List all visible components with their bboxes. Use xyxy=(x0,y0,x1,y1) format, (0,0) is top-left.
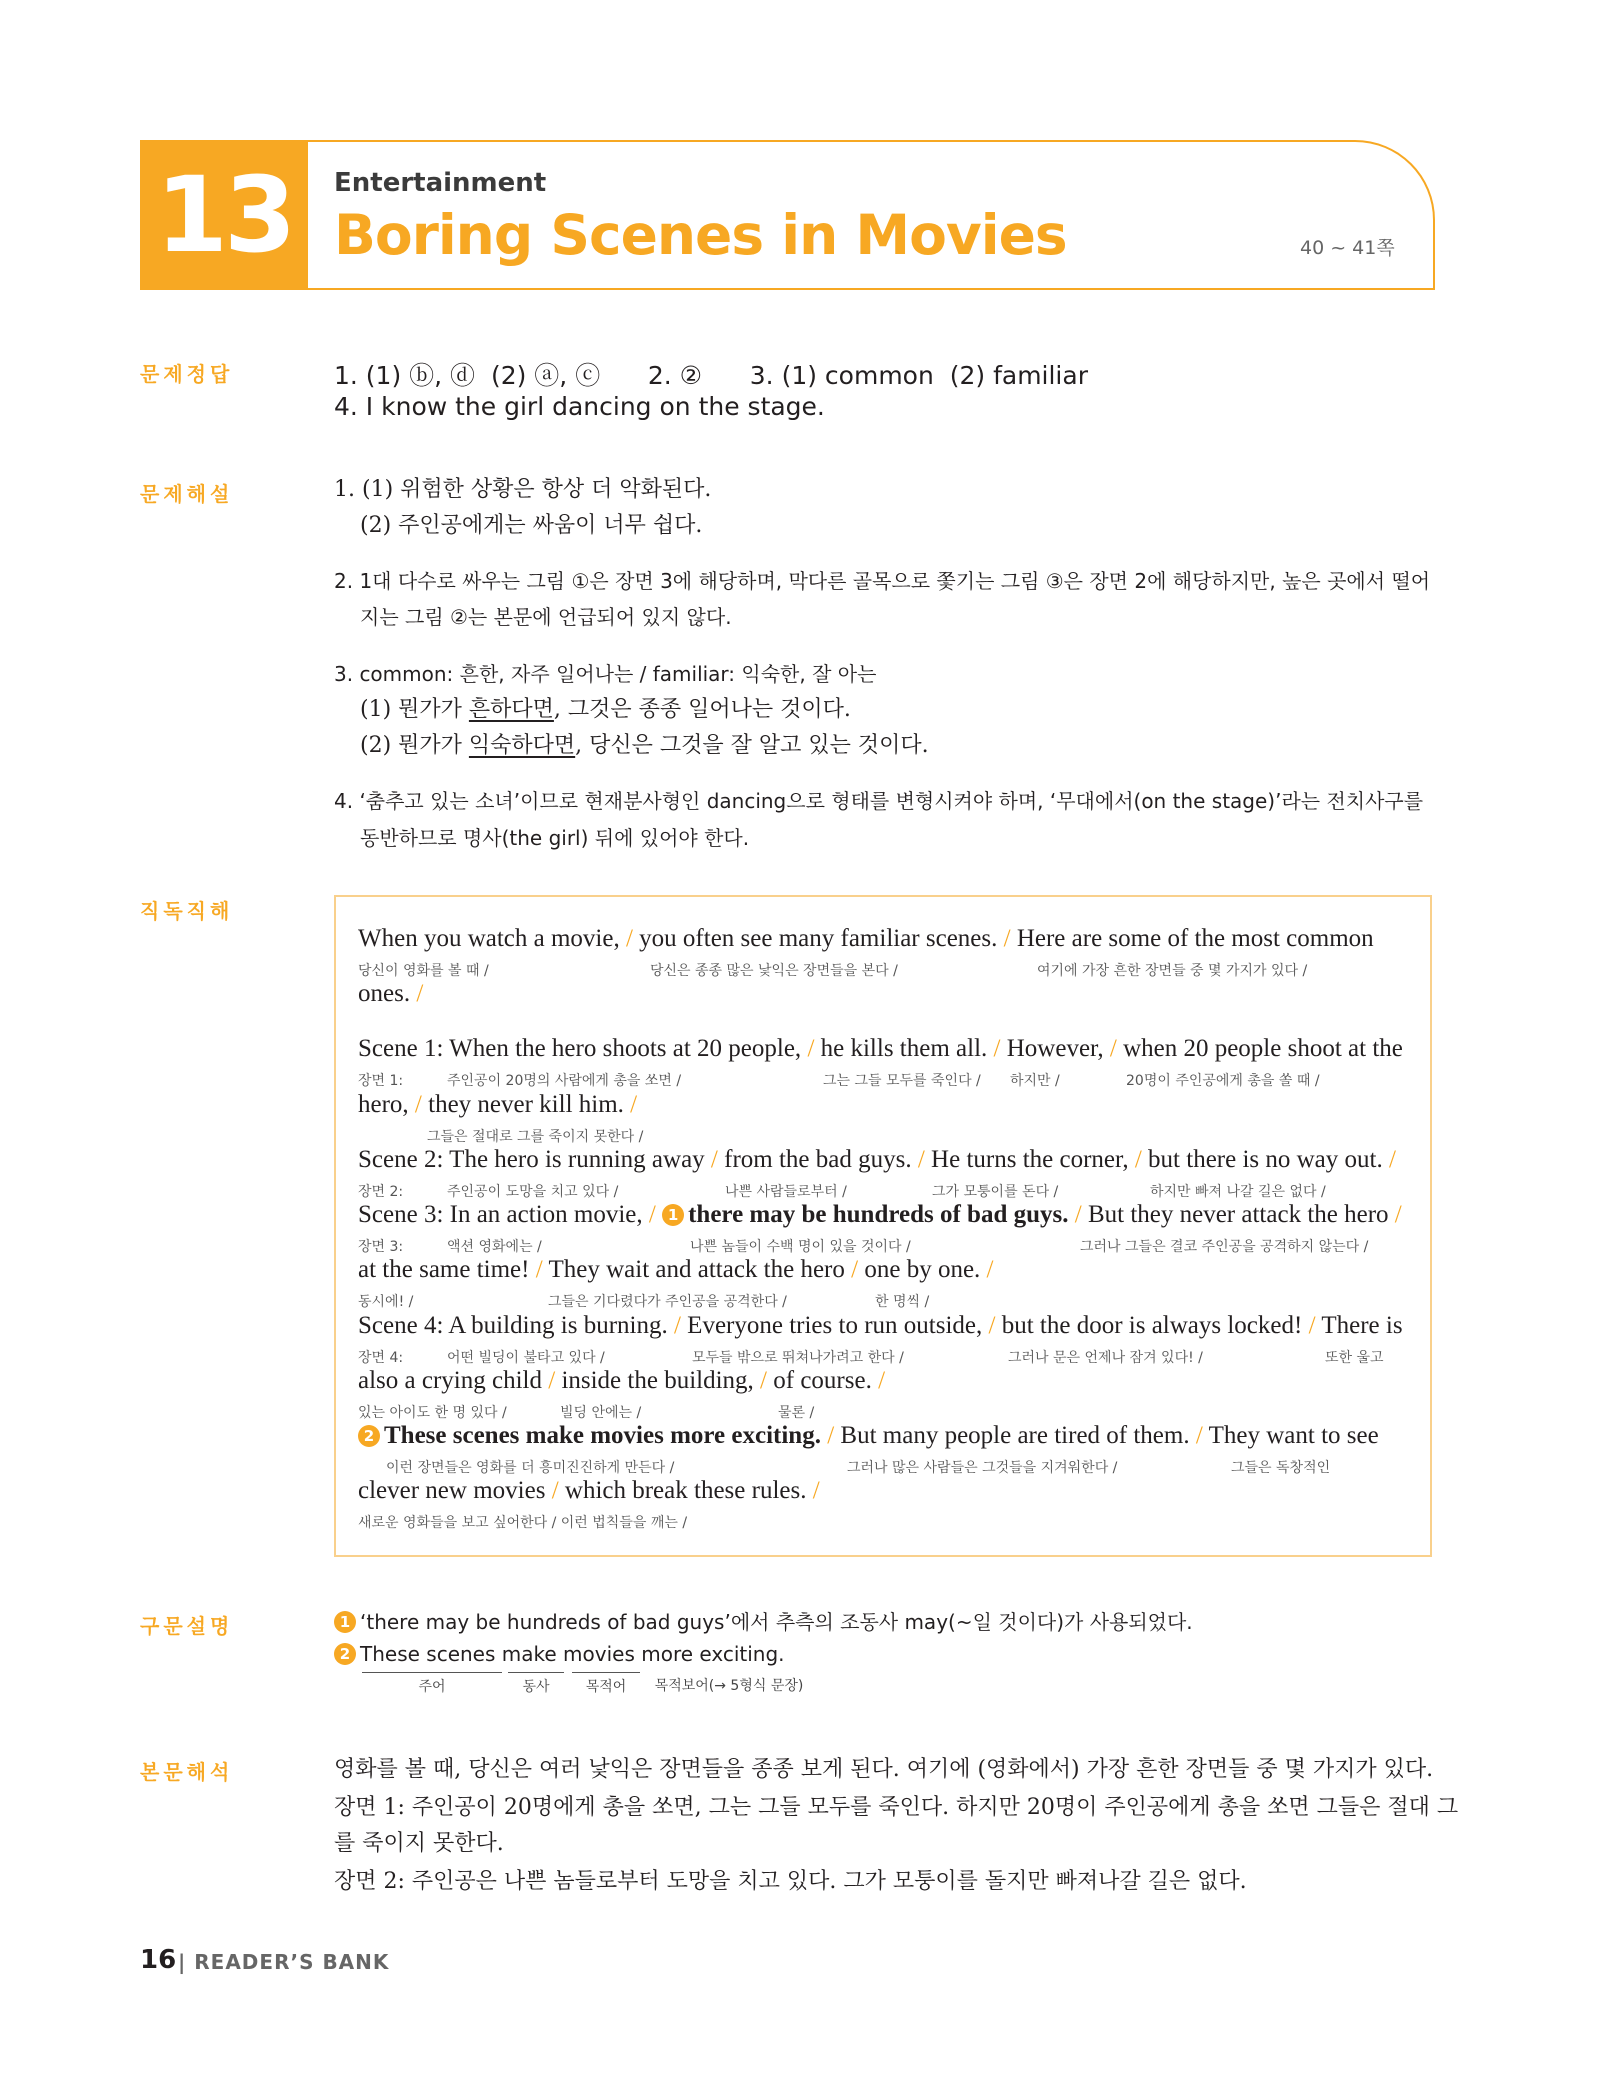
gloss: 그들은 기다렸다가 주인공을 공격한다 / xyxy=(548,1294,787,1310)
translation-line-4: 장면 2: 주인공은 나쁜 놈들로부터 도망을 치고 있다. 그가 모퉁이를 돌지만 빠져나갈 길은 없다. xyxy=(334,1869,1247,1894)
gloss: 주인공이 20명의 사람에게 총을 쏘면 / xyxy=(447,1073,682,1089)
gloss: 주인공이 도망을 치고 있다 / xyxy=(447,1184,619,1200)
gloss: 나쁜 놈들이 수백 명이 있을 것이다 / xyxy=(690,1239,911,1255)
book-title: | READER’S BANK xyxy=(178,1950,390,1974)
reading-line-1: When you watch a movie, / you often see many familiar scenes. / Here are some of the most common xyxy=(358,925,1374,952)
answers-line-2: 4. I know the girl dancing on the stage. xyxy=(334,392,825,421)
explanation-q3-b: (1) 뭔가가 흔하다면, 그것은 종종 일어나는 것이다. xyxy=(360,697,851,722)
gloss: 장면 4: xyxy=(358,1350,404,1366)
translation-line-2: 장면 1: 주인공이 20명에게 총을 쏘면, 그는 그들 모두를 죽인다. 하지만 20명이 주인공에게 총을 쏘면 그들은 절대 그 xyxy=(334,1795,1459,1820)
gloss: 새로운 영화들을 보고 싶어한다 / 이런 법칙들을 깨는 / xyxy=(358,1515,688,1531)
gloss: 모두들 밖으로 뛰쳐나가려고 한다 / xyxy=(692,1350,904,1366)
reading-line-3: Scene 1: When the hero shoots at 20 people, / he kills them all. / However, / when 20 people shoot at the xyxy=(358,1035,1403,1062)
reading-line-4: hero, / they never kill him. / xyxy=(358,1091,638,1118)
answers-label: 문제정답 xyxy=(140,362,234,386)
role-complement: 목적보어(→ 5형식 문장) xyxy=(654,1678,804,1694)
gloss: 액션 영화에는 / xyxy=(447,1239,542,1255)
gloss: 하지만 / xyxy=(1010,1073,1060,1089)
explanation-label: 문제해설 xyxy=(140,482,234,506)
role-verb: 동사 xyxy=(508,1672,564,1696)
structure-note-1: 1 ‘there may be hundreds of bad guys’에서 추측의 조동사 may(~일 것이다)가 사용되었다. xyxy=(334,1606,1193,1635)
answers-line-1: 1. (1) ⓑ, ⓓ (2) ⓐ, ⓒ 2. ② 3. (1) common (2) familiar xyxy=(334,361,1088,390)
gloss: 있는 아이도 한 명 있다 / xyxy=(358,1405,507,1421)
reading-line-7: at the same time! / They wait and attack the hero / one by one. / xyxy=(358,1256,994,1283)
gloss: 또한 울고 xyxy=(1325,1350,1384,1366)
gloss: 나쁜 사람들로부터 / xyxy=(725,1184,847,1200)
reading-line-8: Scene 4: A building is burning. / Everyone tries to run outside, / but the door is always locked! / There is xyxy=(358,1312,1403,1339)
explanation-q2-b: 지는 그림 ②는 본문에 언급되어 있지 않다. xyxy=(360,605,732,629)
gloss: 그들은 독창적인 xyxy=(1231,1460,1331,1476)
translation-label: 본문해석 xyxy=(140,1760,234,1784)
marker-2-icon: 2 xyxy=(358,1425,380,1447)
gloss: 어떤 빌딩이 불타고 있다 / xyxy=(447,1350,605,1366)
structure-label: 구문설명 xyxy=(140,1614,234,1638)
explanation-q1-a: 1. (1) 위험한 상황은 항상 더 악화된다. xyxy=(334,477,712,502)
gloss: 그러나 많은 사람들은 그것들을 지겨워한다 / xyxy=(847,1460,1118,1476)
reading-label: 직독직해 xyxy=(140,899,234,923)
page-number: 16 xyxy=(140,1945,177,1975)
explanation-q4-b: 동반하므로 명사(the girl) 뒤에 있어야 한다. xyxy=(360,826,750,850)
gloss: 이런 장면들은 영화를 더 흥미진진하게 만든다 / xyxy=(386,1460,675,1476)
gloss: 한 명씩 / xyxy=(875,1294,930,1310)
reading-line-5: Scene 2: The hero is running away / from the bad guys. / He turns the corner, / but there is no way out. / xyxy=(358,1146,1396,1173)
reading-line-9: also a crying child / inside the building, / of course. / xyxy=(358,1367,886,1394)
reading-line-10: 2 These scenes make movies more exciting. / But many people are tired of them. / They want to see xyxy=(358,1422,1379,1450)
reading-line-6: Scene 3: In an action movie, / 1 there may be hundreds of bad guys. / But they never attack the hero / xyxy=(358,1201,1402,1228)
explanation-q2-a: 2. 1대 다수로 싸우는 그림 ①은 장면 3에 해당하며, 막다른 골목으로 쫓기는 그림 ③은 장면 2에 해당하지만, 높은 곳에서 떨어 xyxy=(334,569,1431,593)
lesson-category: Entertainment xyxy=(334,168,547,198)
gloss: 장면 1: xyxy=(358,1073,404,1089)
marker-2-icon: 2 xyxy=(334,1643,356,1665)
marker-1-icon: 1 xyxy=(662,1204,684,1226)
gloss: 빌딩 안에는 / xyxy=(560,1405,642,1421)
lesson-title: Boring Scenes in Movies xyxy=(334,203,1067,267)
page-reference: 40 ~ 41쪽 xyxy=(1300,237,1395,259)
gloss: 동시에! / xyxy=(358,1294,414,1310)
explanation-q3-a: 3. common: 흔한, 자주 일어나는 / familiar: 익숙한, 잘 아는 xyxy=(334,662,877,686)
gloss: 물론 / xyxy=(778,1405,815,1421)
role-object: 목적어 xyxy=(572,1672,640,1696)
gloss: 여기에 가장 흔한 장면들 중 몇 가지가 있다 / xyxy=(1037,963,1308,979)
gloss: 그들은 절대로 그를 죽이지 못한다 / xyxy=(427,1129,644,1145)
gloss: 그러나 문은 언제나 잠겨 있다! / xyxy=(1008,1350,1203,1366)
lesson-number: 13 xyxy=(140,140,308,290)
explanation-q3-c: (2) 뭔가가 익숙하다면, 당신은 그것을 잘 알고 있는 것이다. xyxy=(360,733,929,758)
gloss: 당신은 종종 많은 낯익은 장면들을 본다 / xyxy=(650,963,898,979)
gloss: 하지만 빠져 나갈 길은 없다 / xyxy=(1150,1184,1326,1200)
reading-line-11: clever new movies / which break these rules. / xyxy=(358,1477,820,1504)
reading-line-2: ones. / xyxy=(358,980,424,1007)
explanation-q1-b: (2) 주인공에게는 싸움이 너무 쉽다. xyxy=(360,513,703,538)
gloss: 그는 그들 모두를 죽인다 / xyxy=(823,1073,981,1089)
structure-note-2: 2 These scenes make movies more exciting. xyxy=(334,1642,785,1666)
translation-line-1: 영화를 볼 때, 당신은 여러 낯익은 장면들을 종종 보게 된다. 여기에 (영화에서) 가장 흔한 장면들 중 몇 가지가 있다. xyxy=(334,1757,1434,1782)
gloss: 당신이 영화를 볼 때 / xyxy=(358,963,489,979)
explanation-q4-a: 4. ‘춤추고 있는 소녀’이므로 현재분사형인 dancing으로 형태를 변형시켜야 하며, ‘무대에서(on the stage)’라는 전치사구를 xyxy=(334,789,1424,813)
gloss: 장면 2: xyxy=(358,1184,404,1200)
role-subject: 주어 xyxy=(362,1672,502,1696)
translation-line-3: 를 죽이지 못한다. xyxy=(334,1831,504,1856)
gloss: 그가 모퉁이를 돈다 / xyxy=(932,1184,1059,1200)
gloss: 20명이 주인공에게 총을 쏠 때 / xyxy=(1126,1073,1320,1089)
marker-1-icon: 1 xyxy=(334,1611,356,1633)
gloss: 장면 3: xyxy=(358,1239,404,1255)
gloss: 그러나 그들은 결코 주인공을 공격하지 않는다 / xyxy=(1080,1239,1369,1255)
